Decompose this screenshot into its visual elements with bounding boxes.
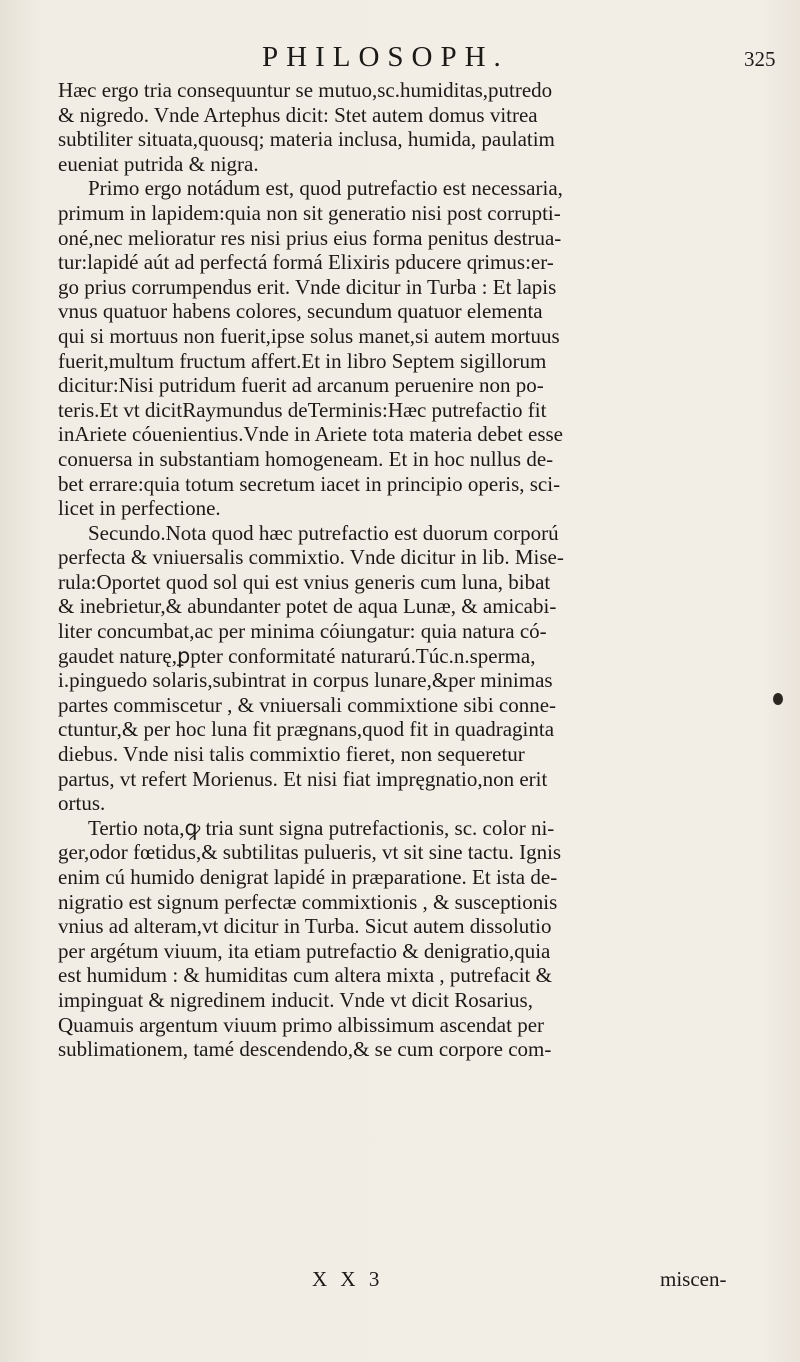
text-line: enim cú humido denigrat lapidé in præparatione. Et ista de- <box>58 865 558 889</box>
catchword: miscen- <box>660 1267 727 1291</box>
text-line: impinguat & nigredinem inducit. Vnde vt dicit Rosarius, <box>58 987 533 1012</box>
text-line: teris.Et vt dicitRaymundus deTerminis:Hæc putrefactio fit <box>58 397 547 422</box>
text-line: gaudet naturę,ꝑpter conformitaté naturarú.Túc.n.sperma, <box>58 643 536 668</box>
text-line: liter concumbat,ac per minima cóiungatur: quia natura có- <box>58 619 547 644</box>
ink-blot <box>773 693 783 705</box>
text-line: tur:lapidé aút ad perfectá formá Elixiris pducere qrimus:er- <box>58 250 554 275</box>
text-line: licet in perfectione. <box>58 496 221 521</box>
text-line: eueniat putrida & nigra. <box>58 151 259 176</box>
text-line: vnus quatuor habens colores, secundum quatuor elementa <box>58 299 543 324</box>
text-line: per argétum viuum, ita etiam putrefactio & denigratio,quia <box>58 938 551 963</box>
text-line: ortus. <box>58 791 106 816</box>
text-line: Primo ergo notádum est, quod putrefactio est necessaria, <box>88 176 563 201</box>
text-line: & nigredo. Vnde Artephus dicit: Stet autem domus vitrea <box>58 102 538 127</box>
text-line: & inebrietur,& abundanter potet de aqua Lunæ, & amicabi- <box>58 594 557 619</box>
text-line: ger,odor fœtidus,& subtilitas pulueris, vt sit sine tactu. Ignis <box>58 840 562 865</box>
text-line: dicitur:Nisi putridum fuerit ad arcanum peruenire non po- <box>58 373 544 398</box>
page-footer <box>0 1264 800 1294</box>
running-head <box>0 40 800 74</box>
text-line: Hæc ergo tria consequuntur se mutuo,sc.humiditas,putredo <box>58 78 553 102</box>
text-line: subtiliter situata,quousq; materia inclusa, humida, paulatim <box>58 127 555 152</box>
text-line: partes commiscetur , & vniuersali commixtione sibi conne- <box>58 692 557 717</box>
text-line: nigratio est signum perfectæ commixtionis , & susceptionis <box>58 889 558 914</box>
text-line: conuersa in substantiam homogeneam. Et in hoc nullus de- <box>58 446 554 471</box>
text-line: Secundo.Nota quod hæc putrefactio est duorum corporú <box>88 520 559 545</box>
text-line: oné,nec melioratur res nisi prius eius forma penitus destrua- <box>58 225 562 250</box>
text-line: rula:Oportet quod sol qui est vnius generis cum luna, bibat <box>58 569 551 594</box>
text-line: partus, vt refert Morienus. Et nisi fiat impręgnatio,non erit <box>58 766 548 791</box>
text-line: sublimationem, tamé descendendo,& se cum corpore com- <box>58 1037 552 1062</box>
body-text <box>58 78 778 1278</box>
text-line: primum in lapidem:quia non sit generatio nisi post corrupti- <box>58 200 561 225</box>
text-line: Tertio nota,ꝙ tria sunt signa putrefactionis, sc. color ni- <box>88 815 555 840</box>
running-title: PHILOSOPH. <box>262 41 509 73</box>
text-line: i.pinguedo solaris,subintrat in corpus lunare,&per minimas <box>58 668 553 693</box>
text-line: est humidum : & humiditas cum altera mixta , putrefacit & <box>58 963 552 988</box>
text-line: go prius corrumpendus erit. Vnde dicitur in Turba : Et lapis <box>58 274 557 299</box>
text-line: vnius ad alteram,vt dicitur in Turba. Sicut autem dissolutio <box>58 914 552 939</box>
text-line: fuerit,multum fructum affert.Et in libro Septem sigillorum <box>58 348 547 373</box>
text-line: bet errare:quia totum secretum iacet in principio operis, sci- <box>58 471 561 496</box>
text-line: diebus. Vnde nisi talis commixtio fieret, non sequeretur <box>58 742 525 767</box>
page-number: 325 <box>744 47 776 71</box>
signature-mark: X X 3 <box>312 1267 384 1291</box>
text-line: Quamuis argentum viuum primo albissimum ascendat per <box>58 1012 545 1037</box>
text-line: qui si mortuus non fuerit,ipse solus manet,si autem mortuus <box>58 323 560 348</box>
text-line: perfecta & vniuersalis commixtio. Vnde dicitur in lib. Mise- <box>58 545 564 570</box>
text-line: ctuntur,& per hoc luna fit prægnans,quod fit in quadraginta <box>58 717 555 742</box>
text-line: inAriete cóuenientius.Vnde in Ariete tota materia debet esse <box>58 422 563 447</box>
